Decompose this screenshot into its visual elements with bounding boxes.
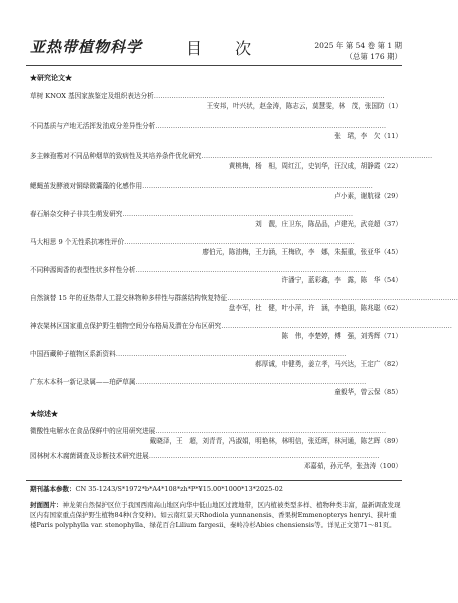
entry-title: 微酸性电解水在食品保鲜中的应用研究进展…………………………………………………………………………………………… (30, 427, 387, 435)
entry-title: 神农架林区国家重点保护野生植物空间分布格局及潜在分布区研究…………………………………………………………………………………………… (30, 322, 452, 330)
cover-description (30, 500, 402, 530)
entry-title: 园林树木木腐菌调查及诊断技术研究进展…………………………………………………………………………………………… (30, 452, 380, 460)
entry-authors: 卢小素，谢航禄（29） (334, 192, 402, 200)
entry-title: 马大相思 9 个无性系抗寒性评价…………………………………………………………………………………………… (30, 238, 355, 246)
toc-entry[interactable] (30, 293, 458, 313)
cover-label: 封面图片： (30, 501, 63, 509)
contents-title: 目 次 (186, 39, 266, 58)
journal-title: 亚热带植物科学 (30, 38, 143, 56)
entry-authors: 盘李军，杜 健，叶小萍，许 涵，李艳朋，陈兆聪（62） (228, 304, 402, 312)
entry-title: 不同基质与产地无活挥发油成分差异性分析…………………………………………………………………………………………… (30, 122, 387, 130)
entry-title: 多主棘孢霉对不同品种烟草的致病性及其培养条件优化研究…………………………………………………………………………………………… (30, 152, 433, 160)
entry-title: 鳃蝇茧发酵液对铜绿微囊藻的化感作用…………………………………………………………………………………………… (30, 182, 373, 190)
toc-entry[interactable] (30, 349, 402, 369)
section-heading-research: ★研究论文★ (30, 73, 72, 82)
entry-title: 春石斛杂交种子非共生萌发研究…………………………………………………………………………………………… (30, 210, 354, 218)
toc-entry[interactable] (30, 237, 402, 257)
entry-title: 草树 KNOX 基因家族鉴定及组织表达分析…………………………………………………………………………………………… (30, 92, 385, 100)
entry-title: 广东木本科一新记录属——珀萨草属…………………………………………………………………………………………… (30, 378, 367, 386)
entry-authors: 廖伯元，陈油梅，王力涵，王梅欣，李 娜，朱振重，张亚华（45） (202, 248, 402, 256)
entry-authors: 许潘宁，蓝彩鑫，李 露，陈 华（54） (281, 276, 402, 284)
entry-authors: 陈 伟，李楚婷，傅 强，刘秀辉（71） (281, 332, 402, 340)
issue-line-2: （总第 176 期） (345, 52, 402, 61)
issue-line-1: 2025 年 第 54 卷 第 1 期 (314, 41, 402, 50)
issn-value: CN 35-1243/S*1972*b*A4*108*zh*P*¥15.00*1000*13*2025-02 (75, 485, 283, 493)
entry-authors: 王安邦，叶兴状，赵金涛，陈志云，莫慧雯，林 茂，张国防（1） (206, 102, 402, 110)
cover-text: 神龙架自然保护区位于我国西南高山地区向华中低山地区过渡地带，区内植被类型多样、植物种类丰富，最新调查发现区内有国家重点保护野生植物84种(含变种)。如云南红景天Rhodiola yunnanensis、香果树Emmenopterys henryi、狭叶重楼Paris polyphylla var. stenophylla、绿花百合Lilium fargesii、秦岭冷杉Abies chensiensis等。详见正文第71～81页。 (30, 501, 401, 529)
entry-authors: 戴晓泽，王 超，刘青青，冯淑娟，明艳林，林明信，张廷晖，林河通，陈艺晖（89） (149, 437, 402, 445)
entry-authors: 邓嘉茹，孙元华，张劲涛（100） (303, 462, 402, 470)
issue-info (296, 40, 402, 62)
toc-entry[interactable] (30, 181, 402, 201)
entry-authors: 郝厚诚，申健勇，姜立孝，马兴达，王定广（82） (255, 360, 402, 368)
entry-authors: 刘 靓，庄卫东，陈品品，卢建光，武竞超（37） (255, 220, 402, 228)
entry-title: 不同种源闽香的表型性状多样性分析…………………………………………………………………………………………… (30, 266, 367, 274)
toc-entry[interactable] (30, 265, 402, 285)
footer-divider (26, 480, 402, 481)
issn-line (30, 484, 283, 493)
toc-entry[interactable] (30, 91, 402, 111)
entry-title: 中国西藏种子植物区系新资料…………………………………………………………………………………………… (30, 350, 347, 358)
toc-entry[interactable] (30, 377, 402, 397)
issn-label: 期刊基本参数： (30, 485, 76, 493)
header-divider (26, 65, 402, 66)
toc-entry[interactable] (30, 209, 402, 229)
toc-entry[interactable] (30, 121, 402, 141)
toc-entry[interactable] (30, 321, 452, 341)
entry-authors: 童毅华，曾云保（85） (334, 388, 402, 396)
toc-entry[interactable] (30, 151, 433, 171)
section-heading-review: ★综述★ (30, 409, 58, 418)
entry-authors: 张 珺，李 欠（11） (334, 132, 402, 140)
toc-entry[interactable] (30, 426, 402, 446)
entry-title: 自然演替 15 年的亚热带人工混交林物种多样性与群落结构恢复特征…………………………………………………………………………………………… (30, 294, 458, 302)
toc-entry[interactable] (30, 451, 402, 471)
entry-authors: 黄桃梅，杨 相，周红江，史钊华，汪汉成，胡静霞（22） (228, 162, 402, 170)
